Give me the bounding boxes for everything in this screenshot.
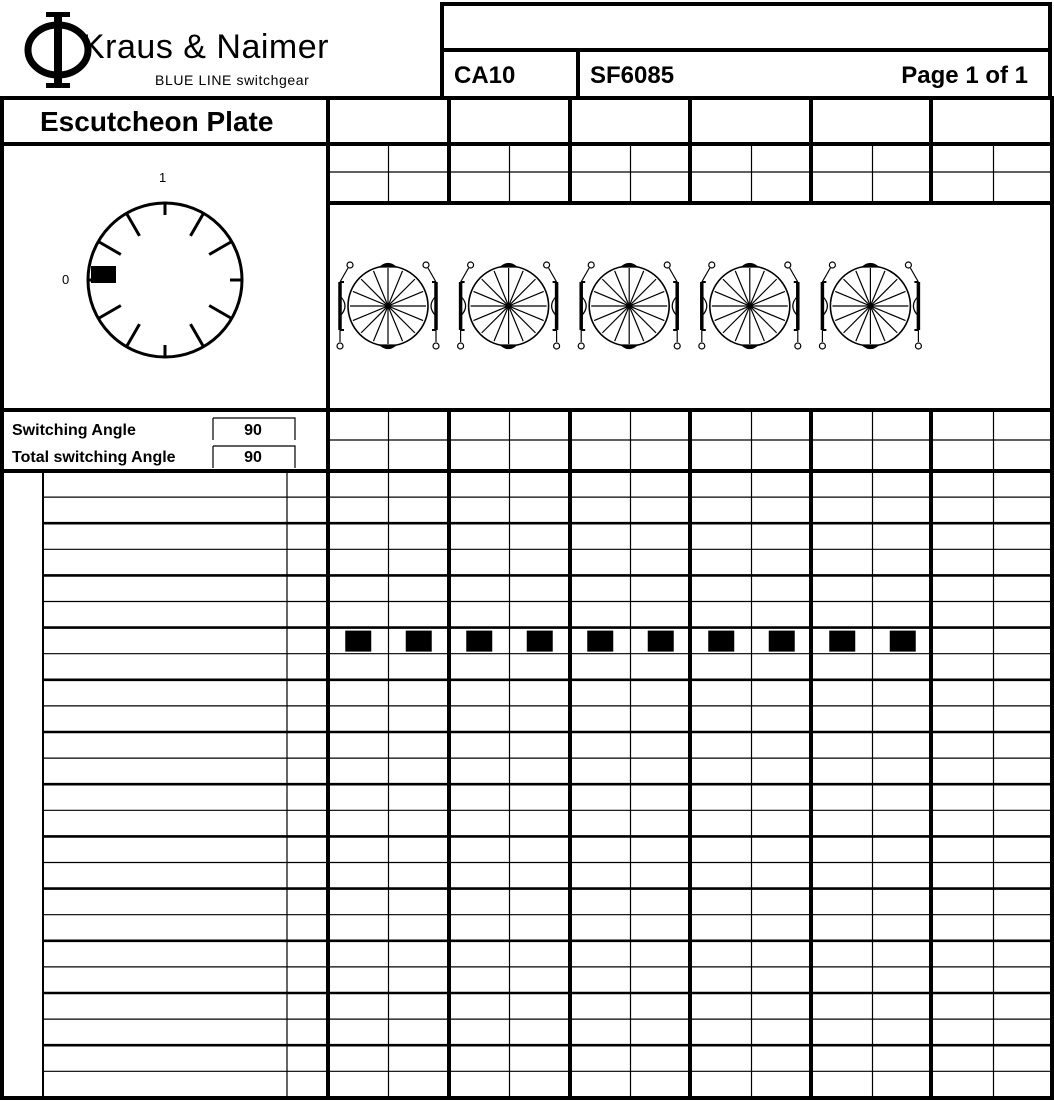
total-switching-angle-label: Total switching Angle — [12, 449, 176, 466]
switching-angle-label: Switching Angle — [12, 422, 136, 439]
section-title: Escutcheon Plate — [40, 106, 274, 137]
contact-element-icon — [699, 262, 801, 349]
contact-element-icon — [578, 262, 680, 349]
page-number: Page 1 of 1 — [901, 62, 1028, 89]
program-code: SF6085 — [590, 62, 675, 89]
brand-name: Kraus & Naimer — [82, 28, 329, 66]
contact-element-icon — [458, 262, 560, 349]
series-code: CA10 — [454, 62, 516, 89]
total-switching-angle-value: 90 — [244, 449, 262, 466]
dial-label-left: 0 — [62, 272, 70, 287]
contact-element-icon — [337, 262, 439, 349]
switching-angle-value: 90 — [244, 422, 262, 439]
dial-label-top: 1 — [159, 170, 167, 185]
brand-tagline: BLUE LINE switchgear — [155, 72, 310, 88]
contact-element-icon — [819, 262, 921, 349]
